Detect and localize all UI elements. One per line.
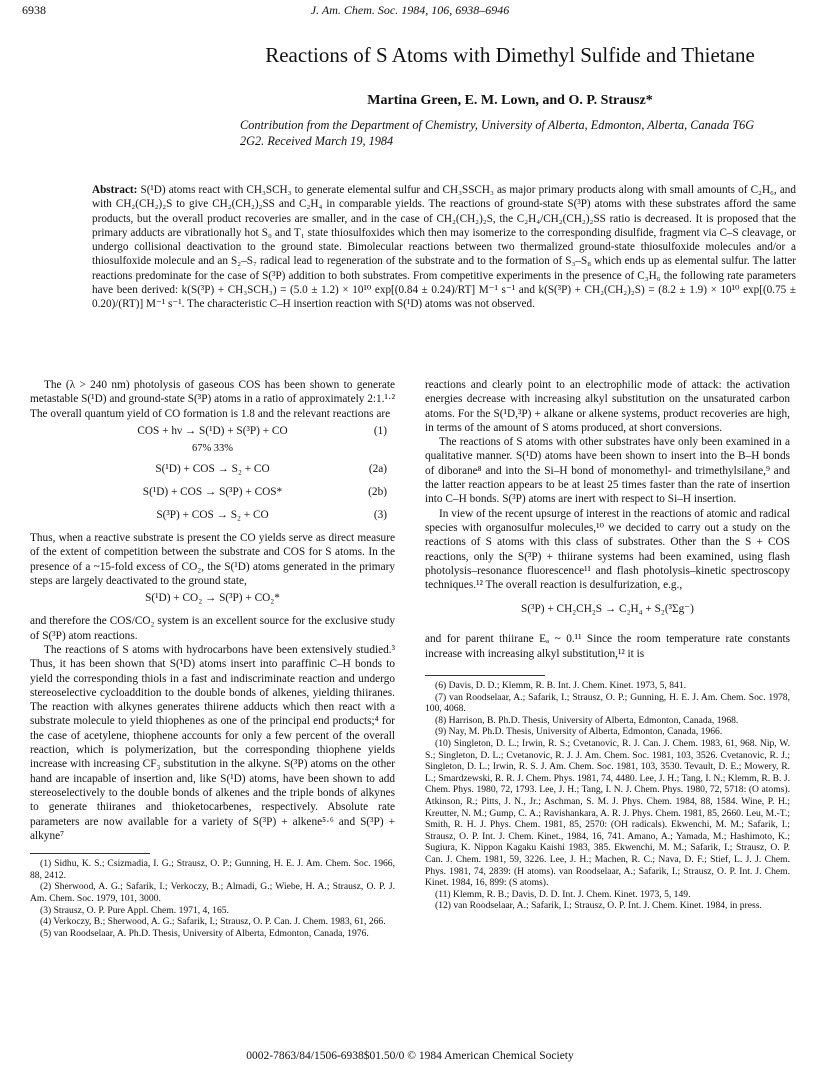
page-number: 6938 [22,3,46,17]
equation-2a-text: S(¹D) + COS → S₂ + CO [155,463,270,476]
equation-1-number: (1) [373,424,387,437]
reference: (3) Strausz, O. P. Pure Appl. Chem. 1971, 4, 165. [40,904,229,916]
reference: (2) Sherwood, A. G.; Safarik, I.; Verkoczy, B.; Almadi, G.; Wiebe, H. A.; Strausz, O. P. J. Am. Chem. Soc. 1979, 101, 3000. [30,881,395,904]
equation-4 [30,591,395,611]
reference: (11) Klemm, R. B.; Davis, D. D. Int. J. Chem. Kinet. 1973, 5, 149. [435,888,691,900]
references-left [30,858,395,939]
reference: (6) Davis, D. D.; Klemm, R. B. Int. J. Chem. Kinet. 1973, 5, 841. [435,680,687,692]
author-list: Martina Green, E. M. Lown, and O. P. Strausz* [367,93,653,108]
equation-1 [30,424,395,444]
equation-2b-text: S(¹D) + COS → S(³P) + COS* [142,486,283,499]
reference: (10) Singleton, D. L.; Irwin, R. S.; Cvetanovic, R. J. Can. J. Chem. 1983, 61, 968. Nip, W. S.; Singleton, D. L.; Cvetanovic, R. J. J. Am. Chem. Soc. 1981, 103, 3526. Cvetanovic, R. J.; Singleton, D. L.; Irwin, R. S. J. Am. Chem. Soc. 1981, 103, 3530. Tevault, D. E.; Mowery, R. L.; Smardzewski, R. R. J. Chem. Phys. 1981, 74, 4480. Lee, J. H.; Tang, I. N.; Klemm, R. B. J. Chem. Phys. 1980, 72, 1793. Lee, J. H.; Tang, I. N. J. Chem. Phys. 1980, 72, 5718: (O atoms). Atkinson, R.; Pitts, J. N., Jr.; Aschman, S. M. J. Phys. Chem. 1984, 88, 1584. Wine, P. H.; Kreutter, N. M.; Gump, C. A.; Ravishankara, A. R. J. Phys. Chem. 1981, 85, 2660. Leu, M.-T.; Smith, R. H. J. Phys. Chem. 1981, 85, 2570: (OH radicals). Ekwenchi, M. M.; Safarik, I.; Strausz, O. P. Int. J. Chem. Kinet., 1984, 16, 741. Amano, A.; Yamada, M.; Hashimoto, K.; Sugiura, K. Nippon Kagaku Kaishi 1983, 385. Ekwenchi, M. M.; Safarik, I.; Strausz, O. P. Can. J. Chem. 1981, 59, 3226. Lee, J. H.; Machen, R. C.; Nava, D. F.; Stief, L. J. J. Chem. Phys. 1981, 74, 2839: (H atoms). van Roodselaar, A.; Safarik, I.; Strausz, O. P. Int. J. Chem. Kinet. 1984, 16, 899: (S atoms). [425,738,790,889]
equation-2a-number: (2a) [368,463,387,476]
body-paragraph-1: reactions and clearly point to an electrophilic mode of attack: the activation energies decrease with increasing alkyl substitution on the unsaturated carbon atoms. For the S(¹D,³P) + alkane or alkene systems, product recoveries are high, in terms of the amount of S atoms produced, at short conversions. [425,379,790,434]
left-column [30,378,395,939]
right-column [425,378,790,912]
body-paragraph-2: The reactions of S atoms with other substrates have only been examined in a qualitative manner. S(¹D) atoms have been shown to insert into the B–H bonds of diborane⁸ and into the Si–H bond of monomethyl- and trimethylsilane,⁹ and the latter reaction appears to be at least 25 times faster than the rate of insertion into C–H bonds. S(³P) atoms are inert with respect to Si–H insertion. [425,436,790,506]
equation-1-text: COS + hν → S(¹D) + S(³P) + CO [137,424,288,437]
abstract-text: S(¹D) atoms react with CH₃SCH₃ to generate elemental sulfur and CH₃SSCH₃ as major primary products along with small amounts of C₂H₆, and with CH₂(CH₂)₂S to give CH₂(CH₂)₂SS and C₂H₄ in comparable yields. The reactions of ground-state S(³P) atoms with these substrates afford the same products, but the overall product recoveries are smaller, and in the case of CH₂(CH₂)₂S, the C₂H₄/CH₂(CH₂)₂SS ratio is decreased. It is proposed that the primary adducts are vibrationally hot S₀ and T₁ state thiosulfoxides which then may isomerize to the corresponding disulfide, fragment via C–S cleavage, or undergo collisional deactivation to the ground state. Bimolecular reactions between two thermalized ground-state thiosulfoxide molecules and/or a thiosulfoxide molecule and an S₂–S₇ radical lead to regeneration of the substrate and to the formation of S₃–S₈ which ends up as elemental sulfur. The latter reactions predominate for the case of S(³P) addition to both substrates. From competitive experiments in the presence of C₃H₆ the following rate parameters have been derived: k(S(³P) + CH₃SCH₃) = (5.0 ± 1.2) × 10¹⁰ exp[(0.84 ± 0.24)/RT] M⁻¹ s⁻¹ and k(S(³P) + CH₂(CH₂)₂S) = (8.2 ± 1.9) × 10¹⁰ exp[(0.75 ± 0.20)/(RT)] M⁻¹ s⁻¹. The characteristic C–H insertion reaction with S(¹D) atoms was not observed. [92,184,796,311]
reference: (7) van Roodselaar, A.; Safarik, I.; Strausz, O. P.; Gunning, H. E. J. Am. Chem. Soc. 1978, 100, 4068. [425,691,790,715]
intro-paragraph-2: Thus, when a reactive substrate is present the CO yields serve as direct measure of the extent of competition between the substrate and COS for S atoms. In the presence of a ~15-fold excess of CO₂, the S(¹D) atoms generated in the primary steps are largely deactivated to the ground state, [30,532,395,588]
equation-3 [30,508,395,528]
equation-3-text: S(³P) + COS → S₂ + CO [156,509,269,522]
intro-paragraph-3: and therefore the COS/CO₂ system is an excellent source for the exclusive study of S(³P) atom reactions. [30,615,395,642]
footnote-divider [30,853,150,854]
page-footer: 0002-7863/84/1506-6938$01.50/0 © 1984 American Chemical Society [246,1050,574,1062]
equation-3-number: (3) [373,509,387,522]
reference: (1) Sidhu, K. S.; Csizmadia, I. G.; Strausz, O. P.; Gunning, H. E. J. Am. Chem. Soc. 1966, 88, 2412. [30,858,395,881]
journal-reference: J. Am. Chem. Soc. 1984, 106, 6938–6946 [310,3,510,17]
abstract [92,183,796,312]
reference: (12) van Roodselaar, A.; Safarik, I.; Strausz, O. P. Int. J. Chem. Kinet. 1984, in press. [435,900,762,912]
intro-paragraph-1: The (λ > 240 nm) photolysis of gaseous COS has been shown to generate metastable S(¹D) and ground-state S(³P) atoms in a ratio of approximately 2:1.¹·² The overall quantum yield of CO formation is 1.8 and the relevant reactions are [30,379,395,420]
references-right [425,680,790,912]
body-paragraph-3: In view of the recent upsurge of interest in the reactions of atomic and radical species with organosulfur molecules,¹⁰ we decided to carry out a study on the reactions of S atoms with this class of substrates. Other than the S + COS reactions, only the S(³P) + thiirane systems had been examined, using flash photolysis–resonance fluorescence¹¹ and flash photolysis–kinetic spectroscopy techniques.¹² The overall reaction is desulfurization, e.g., [425,507,790,592]
paper-title: Reactions of S Atoms with Dimethyl Sulfide and Thietane [265,43,755,67]
affiliation: Contribution from the Department of Chemistry, University of Alberta, Edmonton, Alberta, Canada T6G 2G2. Received March 19, 1984 [240,118,755,148]
reference: (9) Nay, M. Ph.D. Thesis, University of Alberta, Edmonton, Canada, 1966. [435,726,723,738]
abstract-label: Abstract: [92,184,138,196]
reference: (5) van Roodselaar, A. Ph.D. Thesis, University of Alberta, Edmonton, Canada, 1976. [40,927,369,939]
reference: (4) Verkoczy, B.; Sherwood, A. G.; Safarik, I.; Strausz, O. P. Can. J. Chem. 1983, 61, 266. [40,916,386,928]
footnote-divider [425,675,545,676]
equation-desulfurization-text: S(³P) + CH₂CH₂S → C₂H₄ + S₂(³Σg⁻) [521,603,694,616]
equation-4-text: S(¹D) + CO₂ → S(³P) + CO₂* [145,592,280,605]
equation-1-yields: 67% 33% [191,442,234,454]
equation-2b [30,485,395,505]
reference: (8) Harrison, B. Ph.D. Thesis, University of Alberta, Edmonton, Canada, 1968. [435,714,739,726]
equation-desulfurization [425,602,790,622]
body-paragraph-4: and for parent thiirane Eₐ ~ 0.¹¹ Since the room temperature rate constants increase with increasing alkyl substitution,¹² it is [425,633,790,660]
equation-2a [30,462,395,482]
intro-paragraph-4: The reactions of S atoms with hydrocarbons have been extensively studied.³ Thus, it has been shown that S(¹D) atoms insert into paraffinic C–H bonds to yield the corresponding thiols in a fast and indiscriminate reaction and undergo stereoselective cycloaddition to the double bonds of alkenes, yielding thiiranes. The reaction with alkynes generates thiirene adducts which then react with a substrate molecule to yield thiophenes as one of the principal end products;⁴ for the case of acetylene, thiophene accounts for only a few percent of the overall reaction, which is polymerization, but the corresponding thiophene yields increase with increasing CF₃ substitution in the alkyne. S(³P) atoms on the other hand are incapable of insertion and, like S(¹D) atoms, have been shown to add stereoselectively to the double bonds of alkenes and the triple bonds of alkynes to generate thiiranes and thioketocarbenes, respectively. Absolute rate parameters are now available for a variety of S(³P) + alkene⁵·⁶ and S(³P) + alkyne⁷ [30,643,395,842]
equation-2b-number: (2b) [368,486,387,499]
